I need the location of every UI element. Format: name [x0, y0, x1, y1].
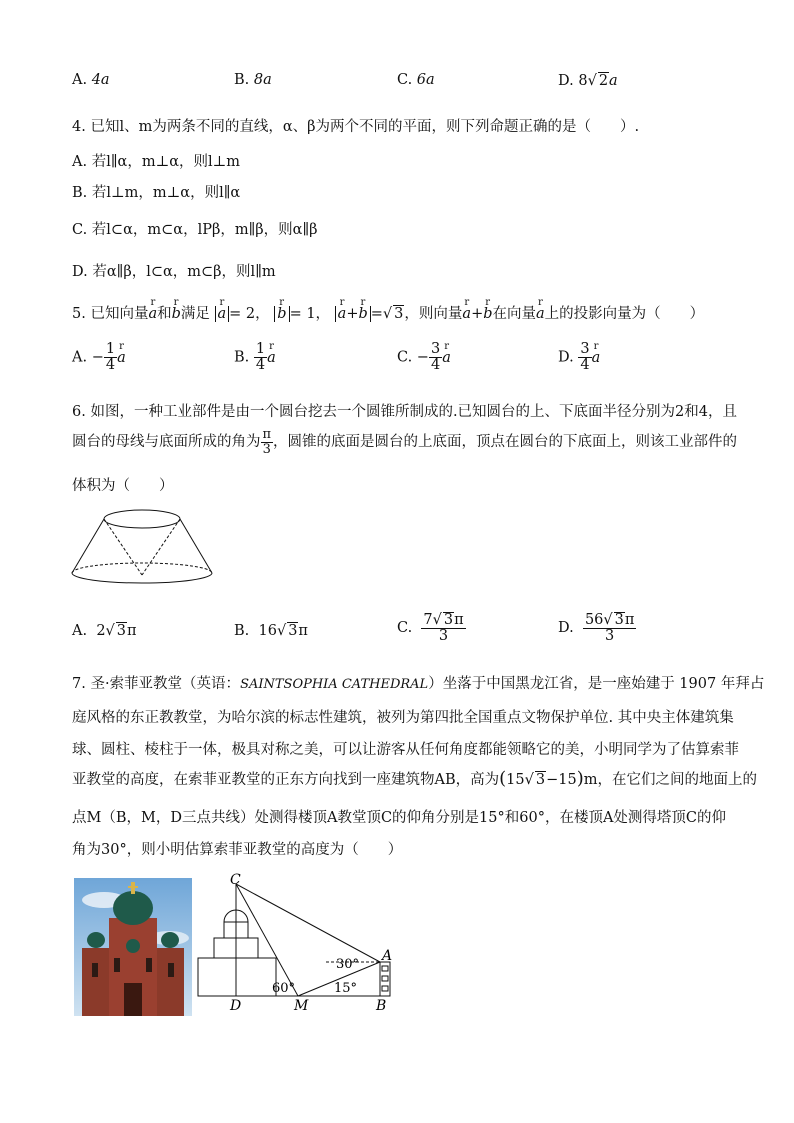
norm-sum: r a+r b: [335, 306, 371, 322]
q4-stem: [72, 115, 639, 136]
q3-option-b: [234, 72, 272, 88]
option-text: 若l∥α，m⊥α，则l⊥m: [91, 154, 241, 170]
vector-b: r b: [172, 306, 181, 322]
q6-option-c: C. $\frac{7√ 3\pi}{3}$: [397, 612, 464, 645]
q5-stem: 5. 已知向量r a和r b满足 r a = 2， r b = 1， r a+r b =√ 3，则向量r a+r b在向量r a上的投影向量为（ ）: [72, 302, 704, 323]
radicand: 2: [598, 73, 609, 89]
q6-line3: 体积为（ ）: [72, 478, 174, 494]
question-number: 5.: [72, 306, 86, 322]
option-label: B.: [72, 185, 88, 201]
norm-a: r a: [215, 306, 230, 322]
option-text: 8a: [253, 72, 272, 88]
option-label: C.: [72, 222, 88, 238]
label-C: C: [230, 872, 241, 888]
q6-option-d: D. $\frac{56√ 3\pi}{3}$: [558, 612, 635, 645]
option-label: D.: [558, 73, 574, 89]
q5-option-c: C. − $\frac{3}{4}$ r a: [397, 342, 451, 373]
frustum-figure: [68, 503, 218, 595]
option-label: C.: [397, 72, 413, 88]
q3-option-d: D. 8√ 2a: [558, 73, 618, 89]
option-text: 4a: [91, 72, 110, 88]
q6-line2: 圆台的母线与底面所成的角为 $\frac{\pi}{3}$ ，圆锥的底面是圆台的上底面，顶点在圆台的下底面上，则该工业部件的: [72, 427, 738, 457]
q5-option-a: A. − $\frac{1}{4}$ r a: [72, 342, 126, 373]
label-M: M: [294, 998, 309, 1014]
q7-line6: 角为30°，则小明估算索菲亚教堂的高度为（ ）: [72, 842, 403, 858]
q4-option-b: [72, 181, 240, 202]
label-B: B: [376, 998, 387, 1014]
q4-option-a: [72, 150, 240, 171]
label-30: 30°: [336, 957, 360, 972]
label-60: 60°: [272, 981, 296, 996]
q4-option-d: [72, 260, 276, 281]
q3-option-a: [72, 72, 110, 88]
option-text: 若l⊂α，m⊂α，lPβ，m∥β，则α∥β: [91, 222, 318, 238]
q7-line1: 7. 圣·索菲亚教堂（英语：SAINTSOPHIA CATHEDRAL）坐落于中国黑龙江省，是一座始建于 1907 年拜占: [72, 676, 765, 692]
label-A: A: [382, 948, 393, 964]
option-text: 6a: [416, 72, 435, 88]
q3-option-c: [397, 72, 435, 88]
label-15: 15°: [334, 981, 358, 996]
option-text: 若l⊥m，m⊥α，则l∥α: [91, 185, 241, 201]
option-text: 若α∥β，l⊂α，m⊂β，则l∥m: [92, 264, 276, 280]
q6-option-a: A. 2√ 3π: [72, 623, 137, 639]
q6-option-b: B. 16√ 3π: [234, 623, 308, 639]
geometry-diagram: [194, 870, 404, 1016]
question-number: 4.: [72, 119, 86, 135]
cathedral-photo: [74, 878, 192, 1016]
option-label: B.: [234, 72, 250, 88]
norm-b: r b: [274, 306, 289, 322]
q6-line1: 6. 如图，一种工业部件是由一个圆台挖去一个圆锥所制成的.已知圆台的上、下底面半径分别为2和4，且: [72, 404, 737, 420]
option-label: A.: [72, 154, 88, 170]
q7-line2: 庭风格的东正教教堂，为哈尔滨的标志性建筑，被列为第四批全国重点文物保护单位. 其中央主体建筑集: [72, 710, 734, 726]
option-label: A.: [72, 72, 88, 88]
variable: a: [609, 73, 618, 89]
q5-option-d: D. $\frac{3}{4}$ r a: [558, 342, 600, 373]
q7-line3: 球、圆柱、棱柱于一体，极具对称之美，可以让游客从任何角度都能领略它的美，小明同学为了估算索菲: [72, 742, 739, 758]
q7-line4: 亚教堂的高度，在索菲亚教堂的正东方向找到一座建筑物AB，高为(15√ 3−15)m，在它们之间的地面上的: [72, 768, 757, 789]
q4-option-c: [72, 218, 318, 239]
option-label: D.: [72, 264, 88, 280]
question-text: 已知l、m为两条不同的直线，α、β为两个不同的平面，则下列命题正确的是（ ）.: [90, 119, 640, 135]
q7-line5: 点M（B，M，D三点共线）处测得楼顶A教堂顶C的仰角分别是15°和60°，在楼顶A处测得塔顶C的仰: [72, 810, 727, 826]
label-D: D: [230, 998, 242, 1014]
q5-option-b: B. $\frac{1}{4}$ r a: [234, 342, 276, 373]
vector-a: r a: [148, 306, 157, 322]
coef: 8: [578, 73, 588, 89]
